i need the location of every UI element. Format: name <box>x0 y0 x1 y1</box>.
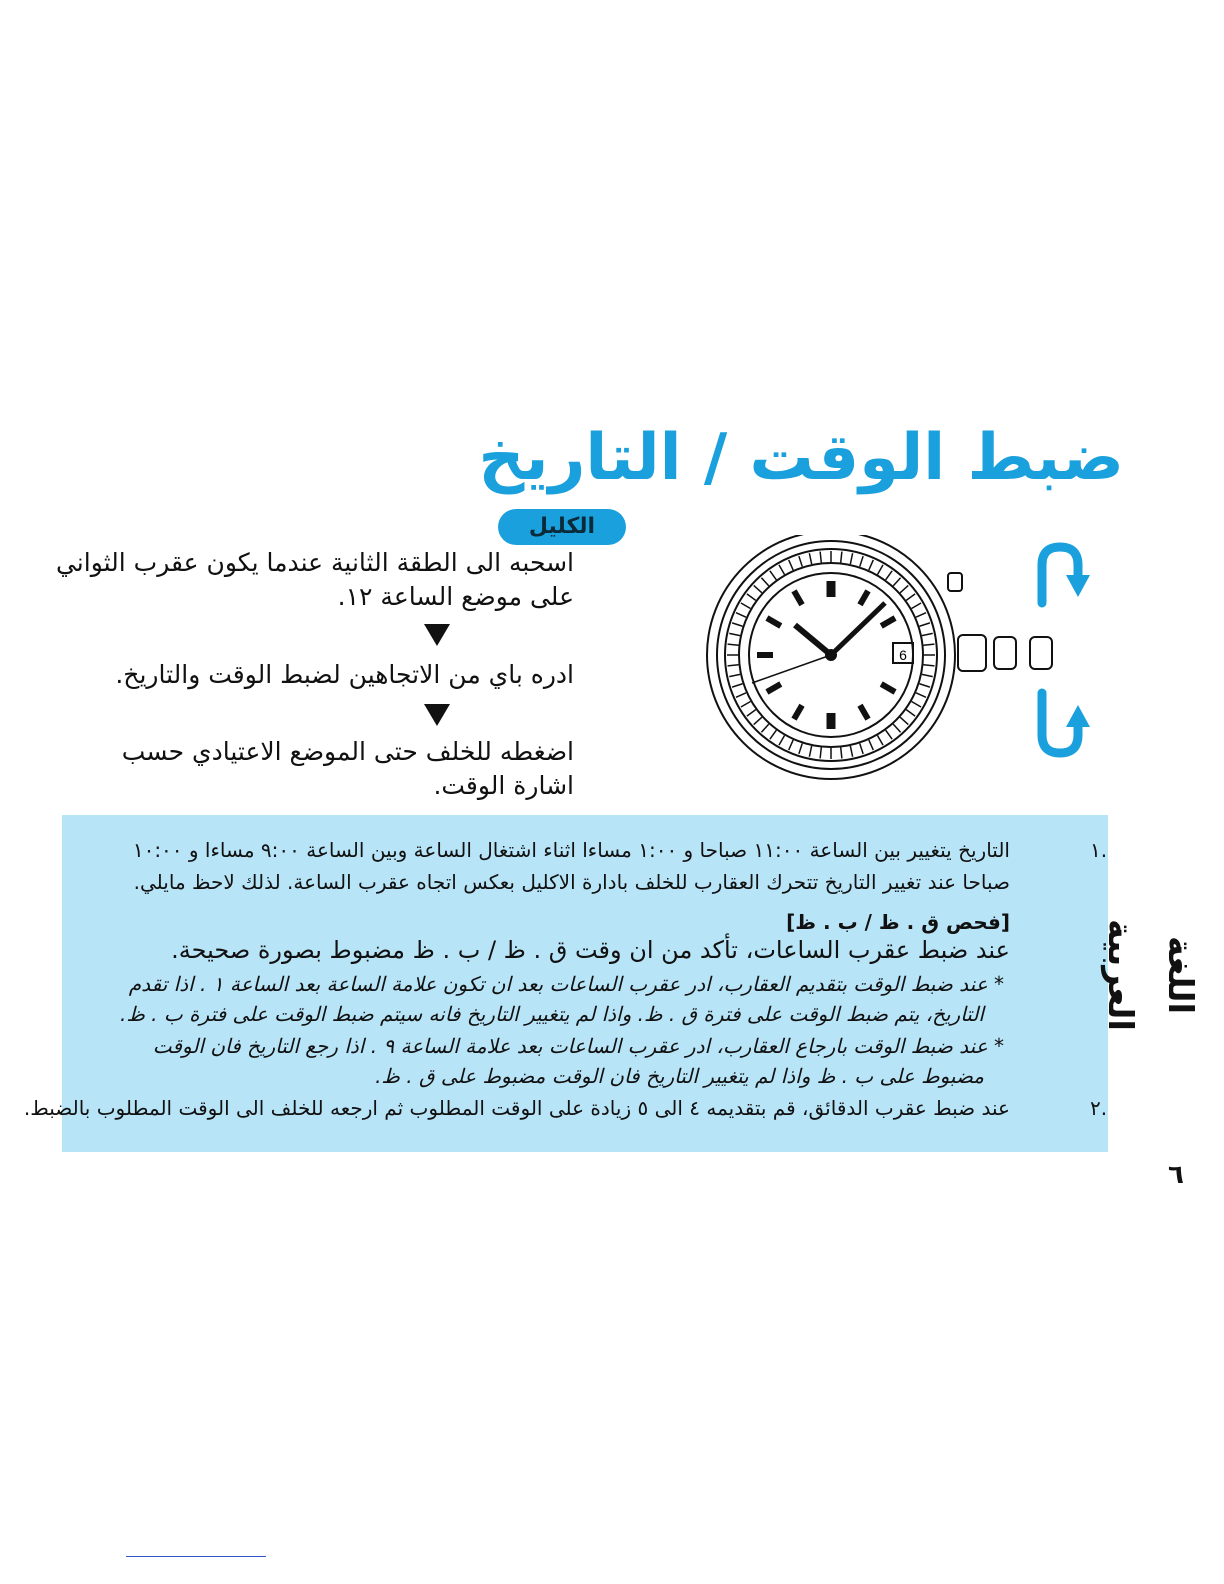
note-backward-line-2: مضبوط على ب . ظ واذا لم يتغيير التاريخ فان الوقت مضبوط على ق . ظ. <box>375 1064 984 1088</box>
bezel-tick <box>736 693 746 697</box>
bezel-tick <box>878 736 884 746</box>
bezel-tick <box>916 613 926 617</box>
bezel-tick <box>732 684 742 687</box>
note-1-line-2: صباحا عند تغيير التاريخ تتحرك العقارب للخلف بادارة الاكليل بعكس اتجاه عقرب الساعة. لذلك لاحظ مايلي. <box>133 870 1010 894</box>
bezel-tick <box>820 552 821 563</box>
am-pm-check-text: عند ضبط عقرب الساعات، تأكد من ان وقت ق . ظ / ب . ظ مضبوط بصورة صحيحة. <box>171 936 1010 964</box>
step-pull-crown: اسحبه الى الطقة الثانية عندما يكون عقرب الثواني على موضع الساعة ١٢. <box>55 548 574 611</box>
bezel-tick <box>860 743 863 753</box>
bezel-tick <box>912 702 922 708</box>
down-arrow-icon <box>424 704 450 726</box>
bezel-tick <box>779 565 785 575</box>
bezel-tick <box>747 710 756 716</box>
note-2-line: عند ضبط عقرب الدقائق، قم بتقديمه ٤ الى ٥ زيادة على الوقت المطلوب ثم ارجعه للخلف الى الوقت المطلوب بالضبط. <box>23 1096 1010 1120</box>
bezel-tick <box>841 747 842 758</box>
bezel-tick <box>916 693 926 697</box>
bezel-tick <box>919 684 929 687</box>
bezel-tick <box>761 724 768 732</box>
crown-position-1 <box>994 637 1016 669</box>
hour-marker <box>794 705 802 719</box>
page-title: ضبط الوقت / التاريخ <box>478 421 1124 495</box>
bezel-tick <box>878 565 884 575</box>
crown-position-0 <box>958 635 986 671</box>
hour-marker <box>860 591 868 605</box>
notes-panel <box>23 815 1108 1152</box>
step-push-crown: اضغطه للخلف حتى الموضع الاعتيادي حسب اشارة الوقت. <box>121 737 574 800</box>
date-value: 6 <box>899 647 907 663</box>
note-2-number: .٢ <box>1090 1096 1108 1120</box>
note-forward-line-2: التاريخ، يتم ضبط الوقت على فترة ق . ظ. واذا لم يتغيير التاريخ فانه سيتم ضبط الوقت على فترة ب . ظ. <box>119 1002 984 1026</box>
second-hand <box>752 655 831 683</box>
hour-marker <box>767 618 781 626</box>
rotate-backward-icon <box>1042 693 1090 753</box>
hour-marker <box>881 684 895 692</box>
bezel-tick <box>906 594 915 600</box>
bezel-tick <box>799 556 802 566</box>
bezel-tick <box>779 736 785 746</box>
bezel-tick <box>728 665 739 666</box>
bezel-tick <box>923 644 934 645</box>
bezel-tick <box>789 740 793 750</box>
bezel-tick <box>799 743 802 753</box>
hour-marker <box>860 705 868 719</box>
hour-hand <box>795 625 831 655</box>
bezel-tick <box>729 674 740 676</box>
rotate-forward-icon <box>1042 547 1090 603</box>
watch-illustration <box>700 535 1100 795</box>
bezel-tick <box>919 623 929 626</box>
bezel-tick <box>923 665 934 666</box>
bezel-tick <box>741 603 751 609</box>
step-rotate-crown: ادره باي من الاتجاهين لضبط الوقت والتاريخ. <box>115 660 574 689</box>
bezel-tick <box>886 571 892 580</box>
bezel-tick <box>754 585 762 592</box>
am-pm-check-heading: [فحص ق . ظ / ب . ظ] <box>786 910 1010 934</box>
bezel-tick <box>761 578 768 586</box>
bezel-tick <box>860 556 863 566</box>
bezel-tick <box>850 553 852 564</box>
bezel-tick <box>869 740 873 750</box>
bezel-tick <box>770 571 776 580</box>
pusher <box>948 573 962 591</box>
bezel-tick <box>741 702 751 708</box>
note-backward-line-1: * عند ضبط الوقت بارجاع العقارب، ادر عقرب الساعات بعد علامة الساعة ٩ . اذا رجع التاريخ فان الوقت <box>152 1034 1004 1058</box>
bezel-tick <box>893 724 900 732</box>
note-1-line-1: التاريخ يتغيير بين الساعة ١١:٠٠ صباحا و ١:٠٠ مساءا اثناء اشتغال الساعة وبين الساعة ٩:٠٠ مساءا و ١٠:٠٠ <box>132 838 1010 862</box>
bezel-tick <box>729 633 740 635</box>
footer-rule <box>126 1556 266 1557</box>
bezel-tick <box>747 594 756 600</box>
hour-marker <box>767 684 781 692</box>
minute-hand <box>831 603 885 655</box>
bezel-tick <box>809 553 811 564</box>
crown-label-badge: الكليل <box>498 509 626 545</box>
bezel-tick <box>736 613 746 617</box>
note-forward-line-1: * عند ضبط الوقت بتقديم العقارب، ادر عقرب الساعات بعد ان تكون علامة الساعة بعد الساعة ١ . اذا تقدم <box>128 972 1004 996</box>
bezel-tick <box>900 585 908 592</box>
bezel-tick <box>789 560 793 570</box>
note-1-number: .١ <box>1090 838 1108 862</box>
down-arrow-icon <box>424 624 450 646</box>
language-side-label: اللغة العربية <box>1100 918 1200 1032</box>
crown-position-2 <box>1030 637 1052 669</box>
bezel-tick <box>770 730 776 739</box>
bezel-tick <box>912 603 922 609</box>
bezel-tick <box>922 674 933 676</box>
bezel-tick <box>893 578 900 586</box>
bezel-tick <box>850 746 852 757</box>
bezel-tick <box>900 717 908 724</box>
bezel-tick <box>732 623 742 626</box>
bezel-tick <box>754 717 762 724</box>
bezel-tick <box>869 560 873 570</box>
bezel-tick <box>820 747 821 758</box>
bezel-tick <box>922 633 933 635</box>
bezel-tick <box>809 746 811 757</box>
bezel-tick <box>886 730 892 739</box>
bezel-tick <box>841 552 842 563</box>
center-pin <box>826 650 836 660</box>
bezel-tick <box>906 710 915 716</box>
page-number: ٦ <box>1168 1160 1184 1190</box>
hour-marker <box>881 618 895 626</box>
bezel-tick <box>728 644 739 645</box>
hour-marker <box>794 591 802 605</box>
